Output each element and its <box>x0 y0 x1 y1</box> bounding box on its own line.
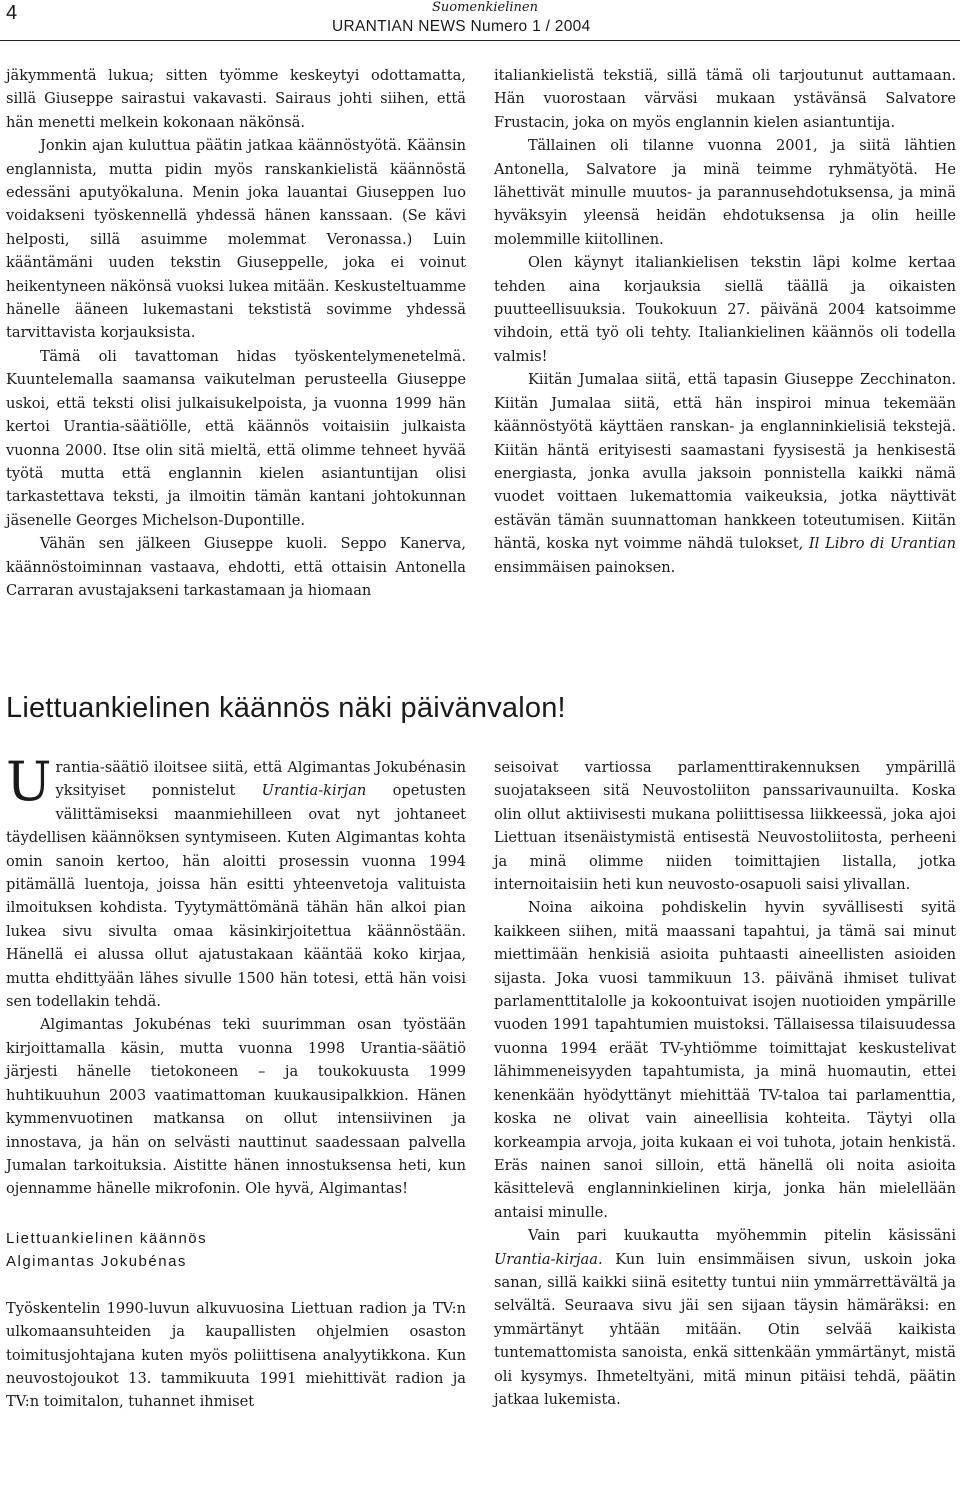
paragraph-text: Vain pari kuukautta myöhemmin pitelin käsissäni <box>528 1227 956 1245</box>
paragraph <box>6 750 467 1013</box>
running-title: URANTIAN NEWS Numero 1 / 2004 <box>332 18 591 35</box>
drop-cap: U <box>6 750 52 813</box>
article-headline: Liettuankielinen käännös näki päivänvalon! <box>6 692 566 724</box>
book-title: Urantia-kirjan <box>261 782 367 800</box>
paragraph: jäkymmentä lukua; sitten työmme keskeytyi odottamatta, sillä Giuseppe sairastui vakavasti. Sairaus johti siihen, että hän menetti melkein kokonaan näkönsä. <box>6 67 466 131</box>
top-article-left-column <box>6 64 466 602</box>
byline-author: Algimantas Jokubénas <box>6 1252 187 1270</box>
paragraph: Algimantas Jokubénas teki suurimman osan työstään kirjoittamalla käsin, mutta vuonna 1998 Urantia-säätiö järjesti hänelle tietokoneen – ja toukokuusta 1999 huhtikuuhun 2003 vaatimattoman kuukausipalkkion. Hänen kymmenvuotinen matkansa on ollut intensiivinen ja innostava, ja hän on selvästi nauttinut saadessaan palvella Jumalan tarkoituksia. Aistitte hänen innostuksensa heti, kun ojennamme hänelle mikrofonin. Ole hyvä, Algimantas! <box>6 1016 466 1198</box>
byline <box>6 1227 466 1273</box>
paragraph-text: Kun luin ensimmäisen sivun, uskoin joka sanan, sillä kaikki siinä esitetty tuntui niin ymmärrettävältä ja selvältä. Seuraava sivu jäi sen sijaan täysin hämäräksi: en ymmärtänyt yhtään mitään. Otin selvää kaikista tuntemattomista sanoista, enkä sittenkään ymmärtänyt, mistä oli kysymys. Ihmeteltyäni, mitä minun pitäisi tehdä, päätin jatkaa lukemista. <box>494 1250 957 1408</box>
paragraph: Työskentelin 1990-luvun alkuvuosina Liettuan radion ja TV:n ulkomaansuhteiden ja kaupallisten ohjelmien osaston toimitusjohtajana kuten myös poliittisena analyytikkona. Kun neuvostojoukot 13. tammikuuta 1991 miehittivät radion ja TV:n toimitalon, tuhannet ihmiset <box>6 1299 466 1411</box>
paragraph: Tällainen oli tilanne vuonna 2001, ja siitä lähtien Antonella, Salvatore ja minä teimme ryhmätyötä. He lähettivät minulle muutos- ja parannusehdotuksensa, ja minä hyväksyin yleensä heidän ehdotuksensa ja olin heille molemmille kiitollinen. <box>494 137 956 248</box>
book-title: Urantia-kirjaa. <box>494 1250 603 1268</box>
top-article-right-column <box>494 64 956 579</box>
paragraph: Vähän sen jälkeen Giuseppe kuoli. Seppo Kanerva, käännöstoiminnan vastaava, ehdotti, että ottaisin Antonella Carraran avustajakseni tarkastamaan ja hiomaan <box>6 535 466 599</box>
paragraph: Olen käynyt italiankielisen tekstin läpi kolme kertaa tehden aina korjauksia siellä täällä ja oikaisten puutteellisuuksia. Toukokuun 27. päivänä 2004 katsoimme vihdoin, että työ oli tehty. Italiankielinen käännös oli todella valmis! <box>494 254 956 365</box>
paragraph-text: rantia-säätiö iloitsee siitä, että Algimantas Jokubénasin yksityiset ponnistelut <box>55 759 466 800</box>
byline-title: Liettuankielinen käännös <box>6 1229 208 1247</box>
page-number: 4 <box>6 2 18 24</box>
article2-right-column <box>494 756 956 1411</box>
paragraph: italiankielistä tekstiä, sillä tämä oli tarjoutunut auttamaan. Hän vuorostaan värväsi mukaan ystävänsä Salvatore Frustacin, joka on myös englannin kielen asiantuntija. <box>494 67 956 131</box>
paragraph-text: opetusten välittämiseksi maanmiehilleen ovat nyt johtaneet täydellisen käännöksen syntymiseen. Kuten Algimantas kohta omin sanoin kertoo, hän aloitti prosessin vuonna 1994 pitämällä luentoja, joissa hän esitti yhteenvetoja valituista ilmoituksen kohdista. Tyytymättömänä tähän hän alkoi pian lukea sivu sivulta omaa käsinkirjoitettua käännöstään. Hänellä ei alussa ollut ajatustakaan kääntää koko kirjaa, mutta ehdittyään lähes sivulle 1500 hän totesi, että hän voisi sen todellakin tehdä. <box>6 782 467 1011</box>
header-rule <box>0 40 960 41</box>
article2-left-column <box>6 750 467 1414</box>
paragraph: Noina aikoina pohdiskelin hyvin syvällisesti syitä kaikkeen siihen, mitä maassani tapahtui, ja tämä sai minut miettimään henkisiä asioita puhtaasti aineellisten asioiden sijasta. Joka vuosi tammikuun 13. päivänä ihmiset tulivat parlamenttitalolle ja kokoontuivat isojen nuotioiden ympärille vuoden 1991 tapahtumien muistoksi. Tällaisessa tilaisuudessa vuonna 1994 eräät TV-yhtiömme toimittajat keskustelivat lähimmeneisyyden tapahtumista, ja minä huomautin, ettei kenenkään hyödyttänyt miehittää TV-taloa tai parlamenttia, koska ne olivat vain aineellisia kohteita. Täytyi olla korkeampia arvoja, joita kukaan ei voi tuhota, jotain henkistä. Eräs nainen sanoi silloin, että hänellä oli noita asioita käsittelevä englanninkielinen kirja, jonka hän mielellään antaisi minulle. <box>494 899 956 1221</box>
paragraph <box>494 368 956 579</box>
book-title: Il Libro di Urantian <box>808 535 956 553</box>
publication-tagline: Suomenkielinen <box>432 0 538 15</box>
paragraph: seisoivat vartiossa parlamenttirakennuksen ympärillä suojatakseen sitä Neuvostoliiton panssarivaunuilta. Koska olin ollut aktiivisesti mukana poliittisessa liikkeessä, joka ajoi Liettuan itsenäistymistä entisestä Neuvostoliitosta, perheeni ja minä olimme niiden toimittajien listalla, jotka internoitaisiin heti kun neuvosto-osapuoli saisi ylivallan. <box>494 759 956 894</box>
paragraph-text: Kiitän Jumalaa siitä, että tapasin Giuseppe Zecchinaton. Kiitän Jumalaa siitä, että hän inspiroi minua tekemään käännöstyötä käyttäen ranskan- ja englanninkielisiä tekstejä. Kiitän häntä erityisesti saamastani fyysisestä ja henkisestä energiasta, jonka avulla jaksoin ponnistella kaikki nämä vuodet voittaen lukemattomia vaikeuksia, jotka näyttivät estävän tämän suunnattoman hankkeen toteutumisen. Kiitän häntä, koska nyt voimme nähdä tulokset, <box>494 371 956 553</box>
paragraph-text: ensimmäisen painoksen. <box>494 558 676 576</box>
paragraph <box>494 1224 956 1411</box>
paragraph: Tämä oli tavattoman hidas työskentelymenetelmä. Kuuntelemalla saamansa vaikutelman perusteella Giuseppe uskoi, että teksti olisi julkaisukelpoista, ja vuonna 1999 hän kertoi Urantia-säätiölle, että käännös voitaisiin julkaista vuonna 2000. Itse olin sitä mieltä, että olimme tehneet hyvää työtä mutta että englannin kielen asiantuntijan olisi tarkastettava teksti, ja ilmoitin tämän kantani johtokunnan jäsenelle Georges Michelson-Dupontille. <box>6 347 466 529</box>
paragraph: Jonkin ajan kuluttua päätin jatkaa käännöstyötä. Käänsin englannista, mutta pidin myös ranskankielistä käännöstä edessäni aputyökaluna. Menin joka lauantai Giuseppen luo voidakseni työskennellä yhdessä hänen kanssaan. (Se kävi helposti, sillä asuimme molemmat Veronassa.) Luin kääntämäni uuden tekstin Giuseppelle, joka ei voinut heikentyneen näkönsä vuoksi lukea mitään. Keskusteltuamme hänelle ääneen lukemastani tekstistä sovimme yhdessä tarvittavista korjauksista. <box>6 137 466 342</box>
